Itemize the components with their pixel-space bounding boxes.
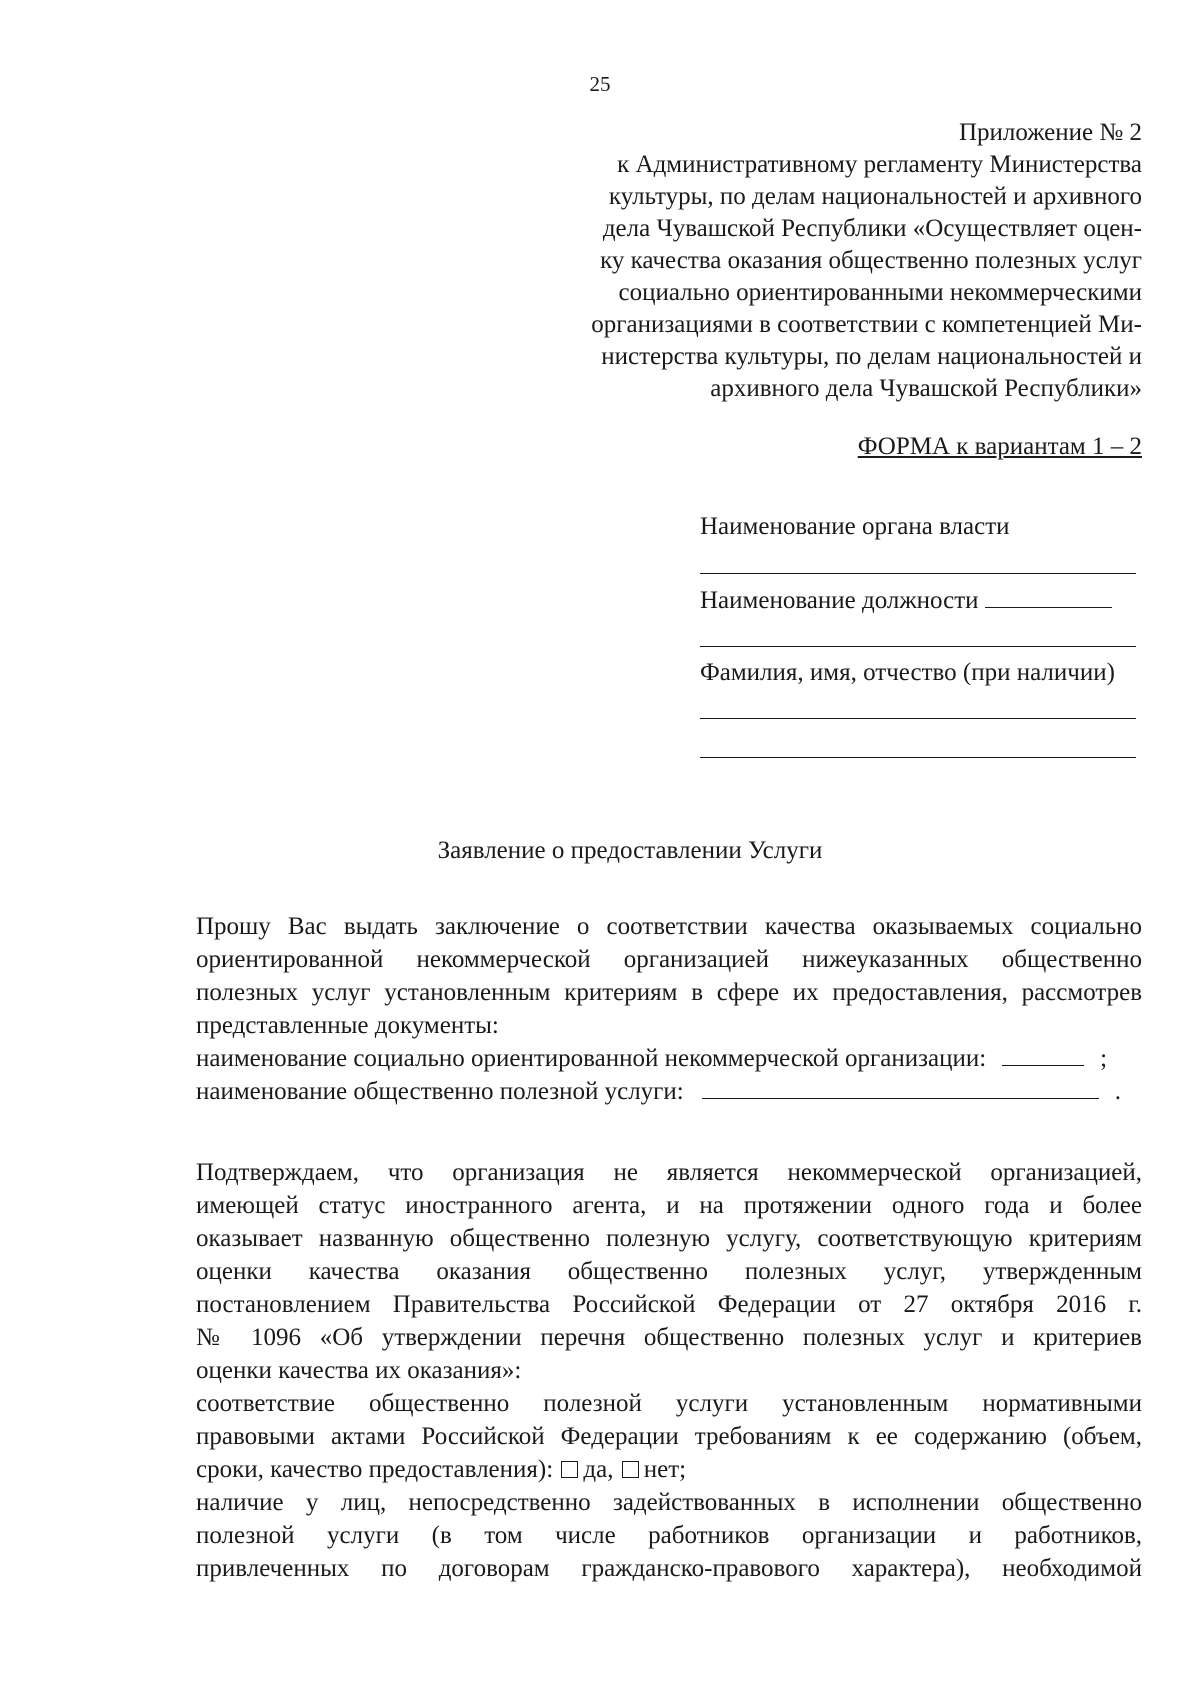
appendix-line: организациями в соответствии с компетенцией Ми- (591, 311, 1142, 338)
form-variant-label: ФОРМА к вариантам 1 – 2 (857, 433, 1142, 460)
fio-label: Фамилия, имя, отчество (при наличии) (700, 659, 1115, 686)
criterion1-answer-row (196, 1453, 1142, 1486)
org-name-field[interactable] (1002, 1043, 1084, 1066)
criterion2-line: наличие у лиц, непосредственно задействованных в исполнении общественно (196, 1489, 1142, 1516)
service-name-field[interactable] (702, 1076, 1099, 1099)
appendix-line: ку качества оказания общественно полезных услуг (600, 247, 1142, 274)
position-label (700, 583, 1140, 617)
criterion2-line: полезной услуги (в том числе работников организации и работников, (196, 1522, 1142, 1549)
page-number: 25 (589, 72, 611, 96)
org-name-label: наименование социально ориентированной некоммерческой организации: (196, 1045, 987, 1072)
fio-line-2[interactable] (700, 757, 1136, 758)
appendix-header (540, 117, 1142, 405)
criterion2-line: привлеченных по договорам гражданско-правового характера), необходимой (196, 1555, 1142, 1582)
criterion1-line: правовыми актами Российской Федерации требованиям к ее содержанию (объем, (196, 1423, 1142, 1450)
request-line: полезных услуг установленным критериям в сфере их предоставления, рассмотрев (196, 979, 1142, 1006)
appendix-line: к Административному регламенту Министерства (617, 151, 1142, 178)
org-name-end: ; (1100, 1045, 1108, 1072)
service-name-label: наименование общественно полезной услуги: (196, 1078, 684, 1105)
no-label: нет; (643, 1456, 687, 1483)
confirm-line: постановлением Правительства Российской Федерации от 27 октября 2016 г. (196, 1291, 1142, 1318)
service-name-row (196, 1075, 1142, 1108)
authority-name-label: Наименование органа власти (700, 513, 1010, 540)
appendix-line: культуры, по делам национальностей и архивного (608, 183, 1142, 210)
appendix-line: Приложение № 2 (958, 119, 1142, 146)
position-label-text: Наименование должности (700, 587, 979, 614)
authority-name-line[interactable] (700, 573, 1136, 574)
criterion1-line: соответствие общественно полезной услуги установленным нормативными (196, 1390, 1142, 1417)
appendix-line: дела Чувашской Республики «Осуществляет оцен- (602, 215, 1142, 242)
request-line: Прошу Вас выдать заключение о соответствии качества оказываемых социально (196, 913, 1142, 940)
yes-label: да, (583, 1456, 614, 1483)
request-line: представленные документы: (196, 1012, 499, 1039)
position-line[interactable] (700, 646, 1136, 647)
confirm-line: оценки качества их оказания»: (196, 1357, 522, 1384)
appendix-line: нистерства культуры, по делам национальностей и (601, 343, 1142, 370)
org-name-row (196, 1042, 1142, 1075)
service-name-end: . (1114, 1078, 1122, 1105)
request-line: ориентированной некоммерческой организацией нижеуказанных общественно (196, 946, 1142, 973)
confirm-line: оценки качества оказания общественно полезных услуг, утвержденным (196, 1258, 1142, 1285)
appendix-line: архивного дела Чувашской Республики» (710, 375, 1142, 402)
request-paragraph (196, 910, 1142, 1108)
criterion1-last-line: сроки, качество предоставления): (196, 1456, 554, 1483)
confirm-paragraph (196, 1156, 1142, 1585)
confirm-line: Подтверждаем, что организация не является некоммерческой организацией, (196, 1159, 1142, 1186)
confirm-line: № 1096 «Об утверждении перечня общественно полезных услуг и критериев (196, 1324, 1142, 1351)
confirm-line: оказывает названную общественно полезную услугу, соответствующую критериям (196, 1225, 1142, 1252)
yes-checkbox[interactable] (561, 1461, 578, 1478)
appendix-line: социально ориентированными некоммерческими (618, 279, 1142, 306)
confirm-line: имеющей статус иностранного агента, и на протяжении одного года и более (196, 1192, 1142, 1219)
position-inline-line[interactable] (985, 583, 1112, 608)
fio-line-1[interactable] (700, 718, 1136, 719)
no-checkbox[interactable] (622, 1461, 639, 1478)
document-title: Заявление о предоставлении Услуги (437, 837, 823, 864)
